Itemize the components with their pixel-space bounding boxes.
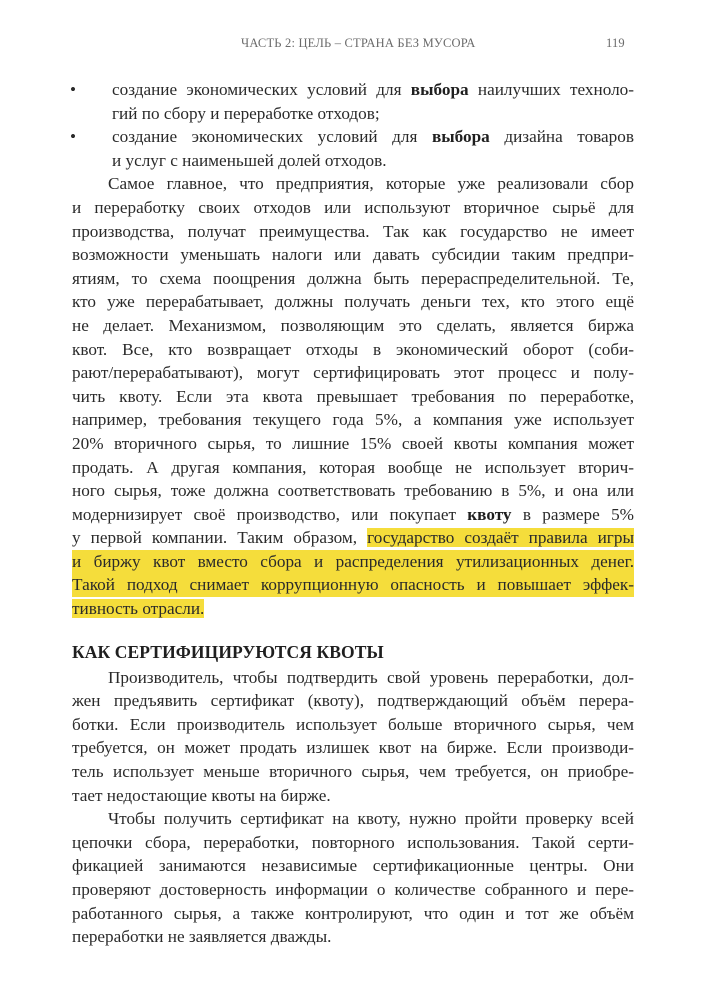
text-line: кто уже перерабатывает, должны получать деньги тех, кто этого ещё (72, 292, 634, 312)
text-line: рают/перерабатывают), могут сертифицировать этот процесс и полу- (72, 363, 634, 383)
text-line: чить квоту. Если эта квота превышает требования по переработке, (72, 386, 634, 406)
bullet-item-1-line-1: • создание экономических условий для выбора наилучших техноло- (72, 78, 634, 102)
text-line: производства, получат преимущества. Так как государство не имеет (72, 221, 634, 241)
text-line: переработки не заявляется дважды. (72, 927, 332, 947)
bold-term: выбора (431, 127, 490, 147)
text-line: например, требования текущего года 5%, а компания уже использует (72, 410, 634, 430)
text-line: проверяют достоверность информации о количестве собранного и пере- (72, 880, 634, 899)
text-line (72, 573, 634, 597)
bullet-icon: • (70, 127, 77, 147)
text-line: у первой компании. Таким образом, государство создаёт правила игры (72, 528, 634, 548)
text-line: модернизирует своё производство, или покупает квоту в размере 5% (72, 504, 634, 524)
text-line: работанного сырья, а также контролируют, что один и тот же объём (72, 903, 634, 923)
text-line: Производитель, чтобы подтвердить свой уровень переработки, дол- (108, 667, 634, 687)
section-heading: КАК СЕРТИФИЦИРУЮТСЯ КВОТЫ (72, 641, 384, 662)
text-line: жен предъявить сертификат (квоту), подтверждающий объём перера- (72, 691, 634, 711)
bullet-list (72, 78, 634, 172)
text-line: и переработку своих отходов или используют вторичное сырьё для (72, 197, 634, 217)
page-header (0, 36, 704, 56)
text-line (72, 550, 634, 574)
bullet-item-1-line-2: гий по сбору и переработке отходов; (112, 103, 380, 123)
paragraph-3 (72, 807, 634, 949)
text-line (72, 597, 634, 621)
text-line: фикацией занимаются независимые сертификационные центры. Они (72, 856, 634, 876)
text-line: тель использует меньше вторичного сырья, чем требуется, он приобре- (72, 762, 634, 782)
text-line: Чтобы получить сертификат на квоту, нужно пройти проверку всей (108, 809, 634, 829)
text-line: тает недостающие квоты на бирже. (72, 785, 331, 805)
highlighted-text: Такой подход снимает коррупционную опасность и повышает эффек- (72, 573, 634, 597)
running-title: ЧАСТЬ 2: ЦЕЛЬ – СТРАНА БЕЗ МУСОРА (241, 36, 476, 50)
bullet-item-2-line-1: • создание экономических условий для выбора дизайна товаров (72, 125, 634, 149)
highlighted-text: тивность отрасли. (72, 599, 205, 619)
text-line: ботки. Если производитель использует больше вторичного сырья, чем (72, 714, 634, 734)
paragraph-2 (72, 666, 634, 808)
highlighted-text: и биржу квот вместо сбора и распределения утилизационных денег. (72, 550, 634, 574)
page-number: 119 (606, 36, 625, 50)
bold-term: квоту (467, 504, 512, 524)
text-line: ятиям, то схема поощрения должна быть перераспределительной. Те, (72, 268, 634, 288)
page-body (72, 78, 634, 949)
text-line: 20% вторичного сырья, то лишние 15% своей квоты компания может (72, 433, 634, 453)
text-line: требуется, он может продать излишек квот на бирже. Если производи- (72, 738, 634, 758)
bullet-icon: • (70, 80, 77, 99)
text-line: цепочки сбора, переработки, повторного использования. Такой серти- (72, 832, 634, 852)
text-line: квот. Все, кто возвращает отходы в экономический оборот (соби- (72, 339, 634, 359)
highlighted-text: государство создаёт правила игры (367, 528, 634, 548)
text-line: продать. А другая компания, которая вообще не использует вторич- (72, 457, 634, 477)
text-line: возможности уменьшать налоги или давать субсидии таким предпри- (72, 245, 634, 265)
text-line: не делает. Механизмом, позволяющим это сделать, является биржа (72, 315, 634, 335)
text-line: Самое главное, что предприятия, которые уже реализовали сбор (108, 174, 634, 194)
bullet-item-2-line-2: и услуг с наименьшей долей отходов. (112, 150, 387, 170)
text-line: ного сырья, тоже должна соответствовать требованию в 5%, и она или (72, 481, 634, 501)
bold-term: выбора (410, 80, 469, 99)
paragraph-1 (72, 172, 634, 620)
